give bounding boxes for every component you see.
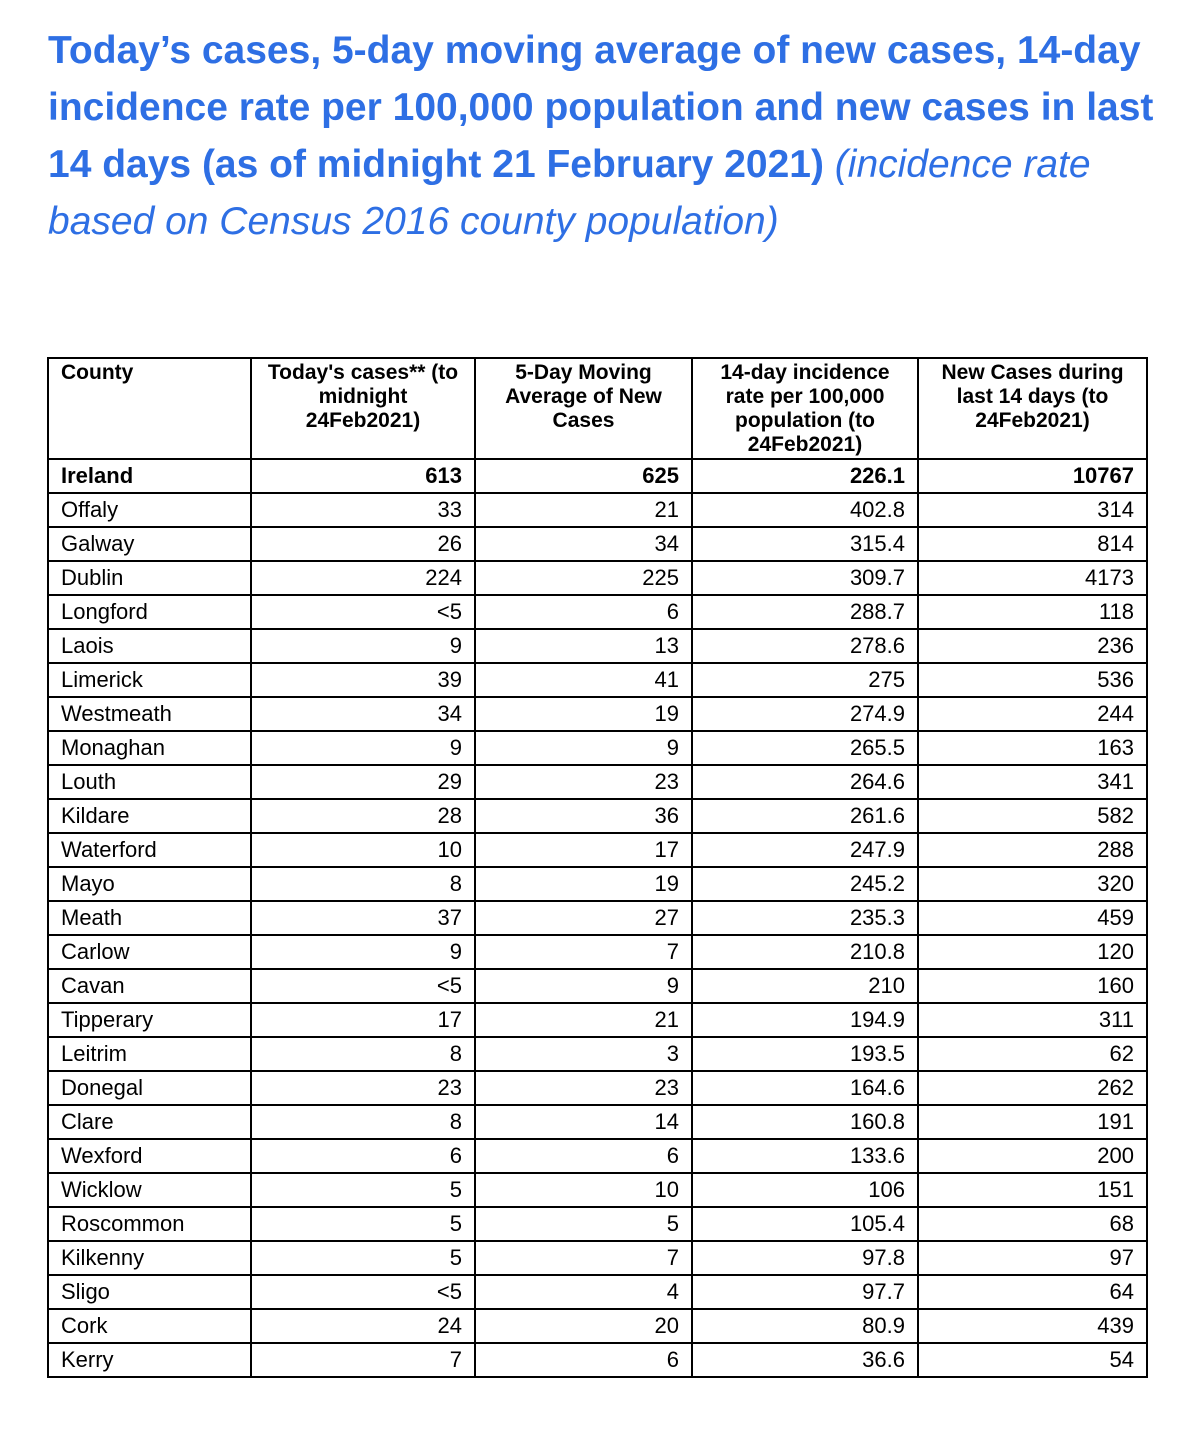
cell-new-cases-14-days: 54 — [918, 1343, 1147, 1377]
cell-county: Dublin — [48, 561, 251, 595]
cell-incidence-rate: 97.8 — [692, 1241, 918, 1275]
cell-county: Laois — [48, 629, 251, 663]
table-row — [48, 1105, 1147, 1139]
cell-todays-cases: 23 — [251, 1071, 475, 1105]
cell-new-cases-14-days: 459 — [918, 901, 1147, 935]
cell-county: Offaly — [48, 493, 251, 527]
cell-incidence-rate: 309.7 — [692, 561, 918, 595]
cell-incidence-rate: 265.5 — [692, 731, 918, 765]
cell-moving-average: 21 — [475, 1003, 692, 1037]
cell-county: Sligo — [48, 1275, 251, 1309]
cell-new-cases-14-days: 320 — [918, 867, 1147, 901]
cell-county: Clare — [48, 1105, 251, 1139]
cell-moving-average: 23 — [475, 765, 692, 799]
cell-incidence-rate: 278.6 — [692, 629, 918, 663]
cell-incidence-rate: 164.6 — [692, 1071, 918, 1105]
cell-new-cases-14-days: 64 — [918, 1275, 1147, 1309]
cell-new-cases-14-days: 160 — [918, 969, 1147, 1003]
cell-moving-average: 34 — [475, 527, 692, 561]
cell-county: Limerick — [48, 663, 251, 697]
cell-todays-cases: 9 — [251, 629, 475, 663]
cell-moving-average: 6 — [475, 595, 692, 629]
table-row — [48, 1003, 1147, 1037]
cell-todays-cases: 34 — [251, 697, 475, 731]
cell-county: Cavan — [48, 969, 251, 1003]
cell-moving-average: 9 — [475, 969, 692, 1003]
cell-county: Wicklow — [48, 1173, 251, 1207]
cell-moving-average: 13 — [475, 629, 692, 663]
cell-moving-average: 6 — [475, 1139, 692, 1173]
cell-incidence-rate: 105.4 — [692, 1207, 918, 1241]
table-row — [48, 867, 1147, 901]
table-row — [48, 969, 1147, 1003]
cell-incidence-rate: 288.7 — [692, 595, 918, 629]
title-text: Today’s cases, 5-day moving average of new cases, 14-day incidence rate per 100,000 population and new cases in last 14 days (as of midnight 21 February 2021) — [48, 29, 1154, 186]
header-incidence-rate: 14-day incidence rate per 100,000 population (to 24Feb2021) — [692, 358, 918, 459]
table-row — [48, 799, 1147, 833]
table-row — [48, 1139, 1147, 1173]
cell-new-cases-14-days: 236 — [918, 629, 1147, 663]
cell-new-cases-14-days: 68 — [918, 1207, 1147, 1241]
cell-moving-average: 7 — [475, 1241, 692, 1275]
table-row — [48, 1173, 1147, 1207]
cell-todays-cases: 33 — [251, 493, 475, 527]
header-row — [48, 358, 1147, 459]
cell-county: Waterford — [48, 833, 251, 867]
cell-todays-cases: 5 — [251, 1173, 475, 1207]
table-row — [48, 901, 1147, 935]
cell-moving-average: 3 — [475, 1037, 692, 1071]
cell-county: Kildare — [48, 799, 251, 833]
cell-county: Carlow — [48, 935, 251, 969]
cell-incidence-rate: 106 — [692, 1173, 918, 1207]
table-row — [48, 1207, 1147, 1241]
cell-new-cases-14-days: 118 — [918, 595, 1147, 629]
cell-incidence-rate: 210.8 — [692, 935, 918, 969]
cell-moving-average: 20 — [475, 1309, 692, 1343]
county-cases-table — [47, 357, 1148, 1378]
table-row — [48, 833, 1147, 867]
cell-todays-cases: 28 — [251, 799, 475, 833]
cell-todays-cases: 29 — [251, 765, 475, 799]
cell-new-cases-14-days: 4173 — [918, 561, 1147, 595]
cell-new-cases-14-days: 314 — [918, 493, 1147, 527]
table-row — [48, 1037, 1147, 1071]
header-moving-average: 5-Day Moving Average of New Cases — [475, 358, 692, 459]
cell-incidence-rate: 315.4 — [692, 527, 918, 561]
cell-county: Tipperary — [48, 1003, 251, 1037]
cell-incidence-rate: 194.9 — [692, 1003, 918, 1037]
cell-county: Kerry — [48, 1343, 251, 1377]
cell-new-cases-14-days: 62 — [918, 1037, 1147, 1071]
table-row — [48, 1309, 1147, 1343]
cell-moving-average: 7 — [475, 935, 692, 969]
cell-new-cases-14-days: 311 — [918, 1003, 1147, 1037]
table-row — [48, 561, 1147, 595]
cell-todays-cases: <5 — [251, 1275, 475, 1309]
cell-incidence-rate: 97.7 — [692, 1275, 918, 1309]
cell-moving-average: 5 — [475, 1207, 692, 1241]
cell-new-cases-14-days: 814 — [918, 527, 1147, 561]
cell-new-cases-14-days: 97 — [918, 1241, 1147, 1275]
table-row — [48, 1275, 1147, 1309]
cell-incidence-rate: 402.8 — [692, 493, 918, 527]
cell-incidence-rate: 261.6 — [692, 799, 918, 833]
cell-todays-cases: 24 — [251, 1309, 475, 1343]
table-row — [48, 527, 1147, 561]
cell-incidence-rate: 247.9 — [692, 833, 918, 867]
cell-county: Ireland — [48, 459, 251, 493]
cell-moving-average: 21 — [475, 493, 692, 527]
cell-todays-cases: 17 — [251, 1003, 475, 1037]
table-row — [48, 493, 1147, 527]
cell-todays-cases: 5 — [251, 1241, 475, 1275]
cell-moving-average: 225 — [475, 561, 692, 595]
table-row — [48, 697, 1147, 731]
cell-moving-average: 10 — [475, 1173, 692, 1207]
cell-incidence-rate: 160.8 — [692, 1105, 918, 1139]
cell-todays-cases: 8 — [251, 1105, 475, 1139]
cell-moving-average: 36 — [475, 799, 692, 833]
total-row — [48, 459, 1147, 493]
cell-county: Wexford — [48, 1139, 251, 1173]
cell-county: Mayo — [48, 867, 251, 901]
cell-new-cases-14-days: 582 — [918, 799, 1147, 833]
cell-todays-cases: 9 — [251, 731, 475, 765]
table-row — [48, 1241, 1147, 1275]
cell-county: Monaghan — [48, 731, 251, 765]
cell-todays-cases: 6 — [251, 1139, 475, 1173]
header-county: County — [48, 358, 251, 459]
cell-new-cases-14-days: 163 — [918, 731, 1147, 765]
cell-todays-cases: 224 — [251, 561, 475, 595]
cell-moving-average: 4 — [475, 1275, 692, 1309]
cell-moving-average: 19 — [475, 697, 692, 731]
table-row — [48, 629, 1147, 663]
header-todays-cases: Today's cases** (to midnight 24Feb2021) — [251, 358, 475, 459]
cell-moving-average: 625 — [475, 459, 692, 493]
table-row — [48, 765, 1147, 799]
cell-new-cases-14-days: 288 — [918, 833, 1147, 867]
cell-moving-average: 19 — [475, 867, 692, 901]
cell-new-cases-14-days: 439 — [918, 1309, 1147, 1343]
cell-todays-cases: 613 — [251, 459, 475, 493]
cell-incidence-rate: 235.3 — [692, 901, 918, 935]
cell-todays-cases: 9 — [251, 935, 475, 969]
cell-new-cases-14-days: 536 — [918, 663, 1147, 697]
cell-new-cases-14-days: 341 — [918, 765, 1147, 799]
cell-todays-cases: 26 — [251, 527, 475, 561]
table-row — [48, 1343, 1147, 1377]
cell-county: Westmeath — [48, 697, 251, 731]
page-title — [48, 22, 1158, 250]
cell-moving-average: 23 — [475, 1071, 692, 1105]
cell-todays-cases: <5 — [251, 969, 475, 1003]
cell-incidence-rate: 274.9 — [692, 697, 918, 731]
table-row — [48, 663, 1147, 697]
header-new-cases-14-days: New Cases during last 14 days (to 24Feb2021) — [918, 358, 1147, 459]
cell-new-cases-14-days: 10767 — [918, 459, 1147, 493]
cell-todays-cases: 5 — [251, 1207, 475, 1241]
cell-county: Cork — [48, 1309, 251, 1343]
cell-county: Kilkenny — [48, 1241, 251, 1275]
cell-moving-average: 41 — [475, 663, 692, 697]
cell-county: Louth — [48, 765, 251, 799]
cell-new-cases-14-days: 200 — [918, 1139, 1147, 1173]
cell-incidence-rate: 264.6 — [692, 765, 918, 799]
table-row — [48, 935, 1147, 969]
cell-incidence-rate: 193.5 — [692, 1037, 918, 1071]
cell-incidence-rate: 36.6 — [692, 1343, 918, 1377]
cell-todays-cases: 10 — [251, 833, 475, 867]
cell-moving-average: 17 — [475, 833, 692, 867]
cell-county: Donegal — [48, 1071, 251, 1105]
cell-new-cases-14-days: 120 — [918, 935, 1147, 969]
title-note: (incidence rate based on Census 2016 county population) — [48, 143, 1091, 243]
cell-new-cases-14-days: 191 — [918, 1105, 1147, 1139]
cell-incidence-rate: 80.9 — [692, 1309, 918, 1343]
cell-incidence-rate: 245.2 — [692, 867, 918, 901]
table-row — [48, 595, 1147, 629]
cell-incidence-rate: 275 — [692, 663, 918, 697]
cell-incidence-rate: 133.6 — [692, 1139, 918, 1173]
table-row — [48, 731, 1147, 765]
cell-county: Galway — [48, 527, 251, 561]
cell-todays-cases: 37 — [251, 901, 475, 935]
cell-county: Leitrim — [48, 1037, 251, 1071]
table-row — [48, 1071, 1147, 1105]
cell-todays-cases: 8 — [251, 867, 475, 901]
cell-new-cases-14-days: 151 — [918, 1173, 1147, 1207]
cell-county: Longford — [48, 595, 251, 629]
cell-todays-cases: <5 — [251, 595, 475, 629]
cell-new-cases-14-days: 244 — [918, 697, 1147, 731]
cell-incidence-rate: 210 — [692, 969, 918, 1003]
cell-county: Roscommon — [48, 1207, 251, 1241]
cell-incidence-rate: 226.1 — [692, 459, 918, 493]
cell-moving-average: 6 — [475, 1343, 692, 1377]
cell-moving-average: 14 — [475, 1105, 692, 1139]
cell-moving-average: 27 — [475, 901, 692, 935]
cell-county: Meath — [48, 901, 251, 935]
cell-todays-cases: 8 — [251, 1037, 475, 1071]
cell-new-cases-14-days: 262 — [918, 1071, 1147, 1105]
cell-todays-cases: 7 — [251, 1343, 475, 1377]
cell-moving-average: 9 — [475, 731, 692, 765]
cell-todays-cases: 39 — [251, 663, 475, 697]
